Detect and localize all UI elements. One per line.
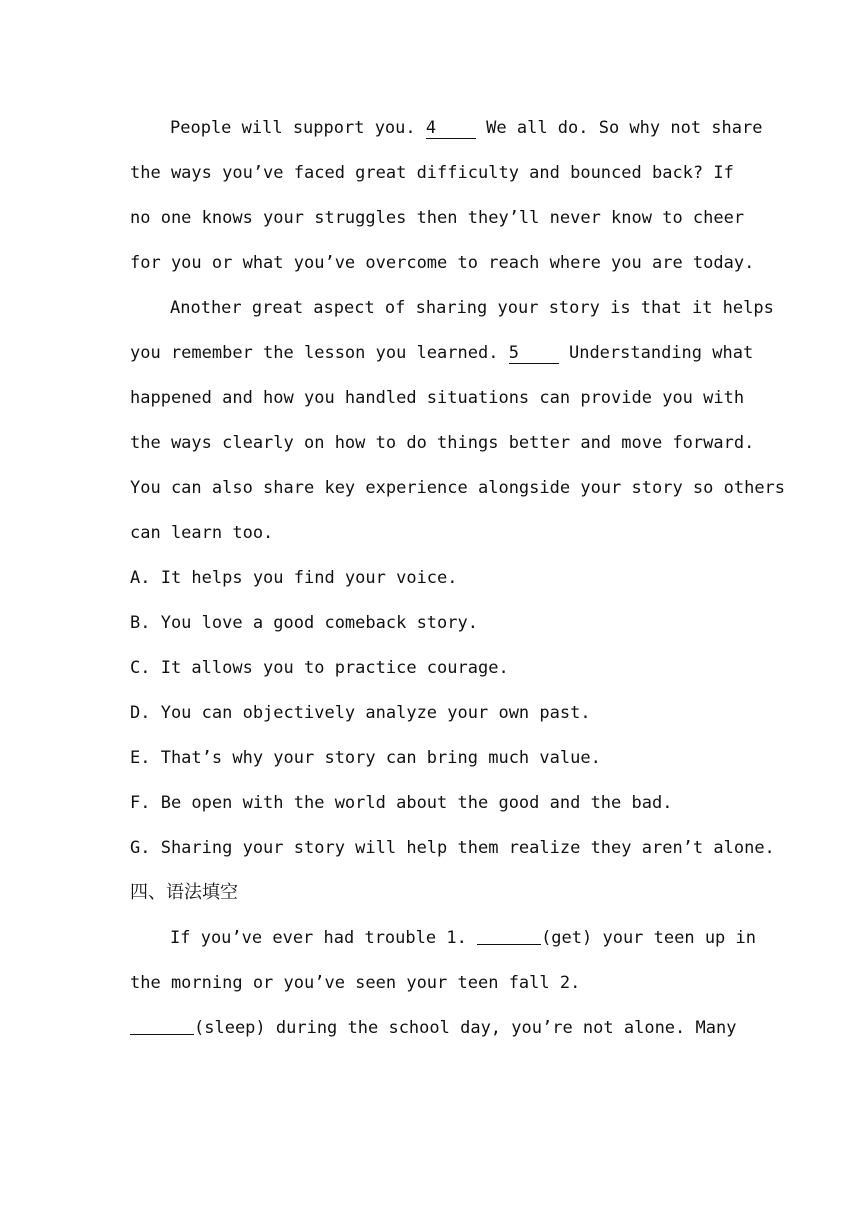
p2-line-4: the ways clearly on how to do things better and move forward. xyxy=(130,433,755,453)
p1-text-before-blank: People will support you. xyxy=(170,118,416,138)
answer-blank-4[interactable]: 4 xyxy=(426,118,476,139)
s4-text-after-blank-1: (get) your teen up in xyxy=(541,928,756,948)
section-heading: 四、语法填空 xyxy=(130,882,238,903)
p2-line-5: You can also share key experience alongside your story so others xyxy=(130,478,786,498)
p2-line-2 xyxy=(130,341,754,365)
p1-line-3: no one knows your struggles then they’ll never know to cheer xyxy=(130,208,745,228)
p1-line-1 xyxy=(130,116,763,140)
answer-blank-5[interactable]: 5 xyxy=(509,343,559,364)
s4-text-before-blank-1: If you’ve ever had trouble 1. xyxy=(170,928,467,948)
p1-line-2: the ways you’ve faced great difficulty and bounced back? If xyxy=(130,163,734,183)
p1-text-after-blank: We all do. So why not share xyxy=(486,118,763,138)
s4-line-3 xyxy=(130,1016,737,1040)
option-e: E. That’s why your story can bring much value. xyxy=(130,748,601,768)
option-d: D. You can objectively analyze your own past. xyxy=(130,703,591,723)
option-b: B. You love a good comeback story. xyxy=(130,613,478,633)
s4-text-after-blank-2: (sleep) during the school day, you’re not alone. Many xyxy=(194,1018,737,1038)
s4-line-2: the morning or you’ve seen your teen fall 2. xyxy=(130,973,581,993)
option-c: C. It allows you to practice courage. xyxy=(130,658,509,678)
fill-blank-1[interactable] xyxy=(477,926,541,945)
p1-line-4: for you or what you’ve overcome to reach where you are today. xyxy=(130,253,755,273)
p2-line-6: can learn too. xyxy=(130,523,274,543)
p2-line-1-text: Another great aspect of sharing your story is that it helps xyxy=(170,298,774,318)
option-a: A. It helps you find your voice. xyxy=(130,568,458,588)
option-g: G. Sharing your story will help them realize they aren’t alone. xyxy=(130,838,775,858)
p2-line-1 xyxy=(130,296,774,320)
p2-text-after-blank: Understanding what xyxy=(568,343,754,363)
fill-blank-2[interactable] xyxy=(130,1016,194,1035)
option-f: F. Be open with the world about the good and the bad. xyxy=(130,793,673,813)
p2-line-3: happened and how you handled situations can provide you with xyxy=(130,388,745,408)
p2-text-before-blank: you remember the lesson you learned. xyxy=(130,343,499,363)
s4-line-1 xyxy=(130,926,756,950)
